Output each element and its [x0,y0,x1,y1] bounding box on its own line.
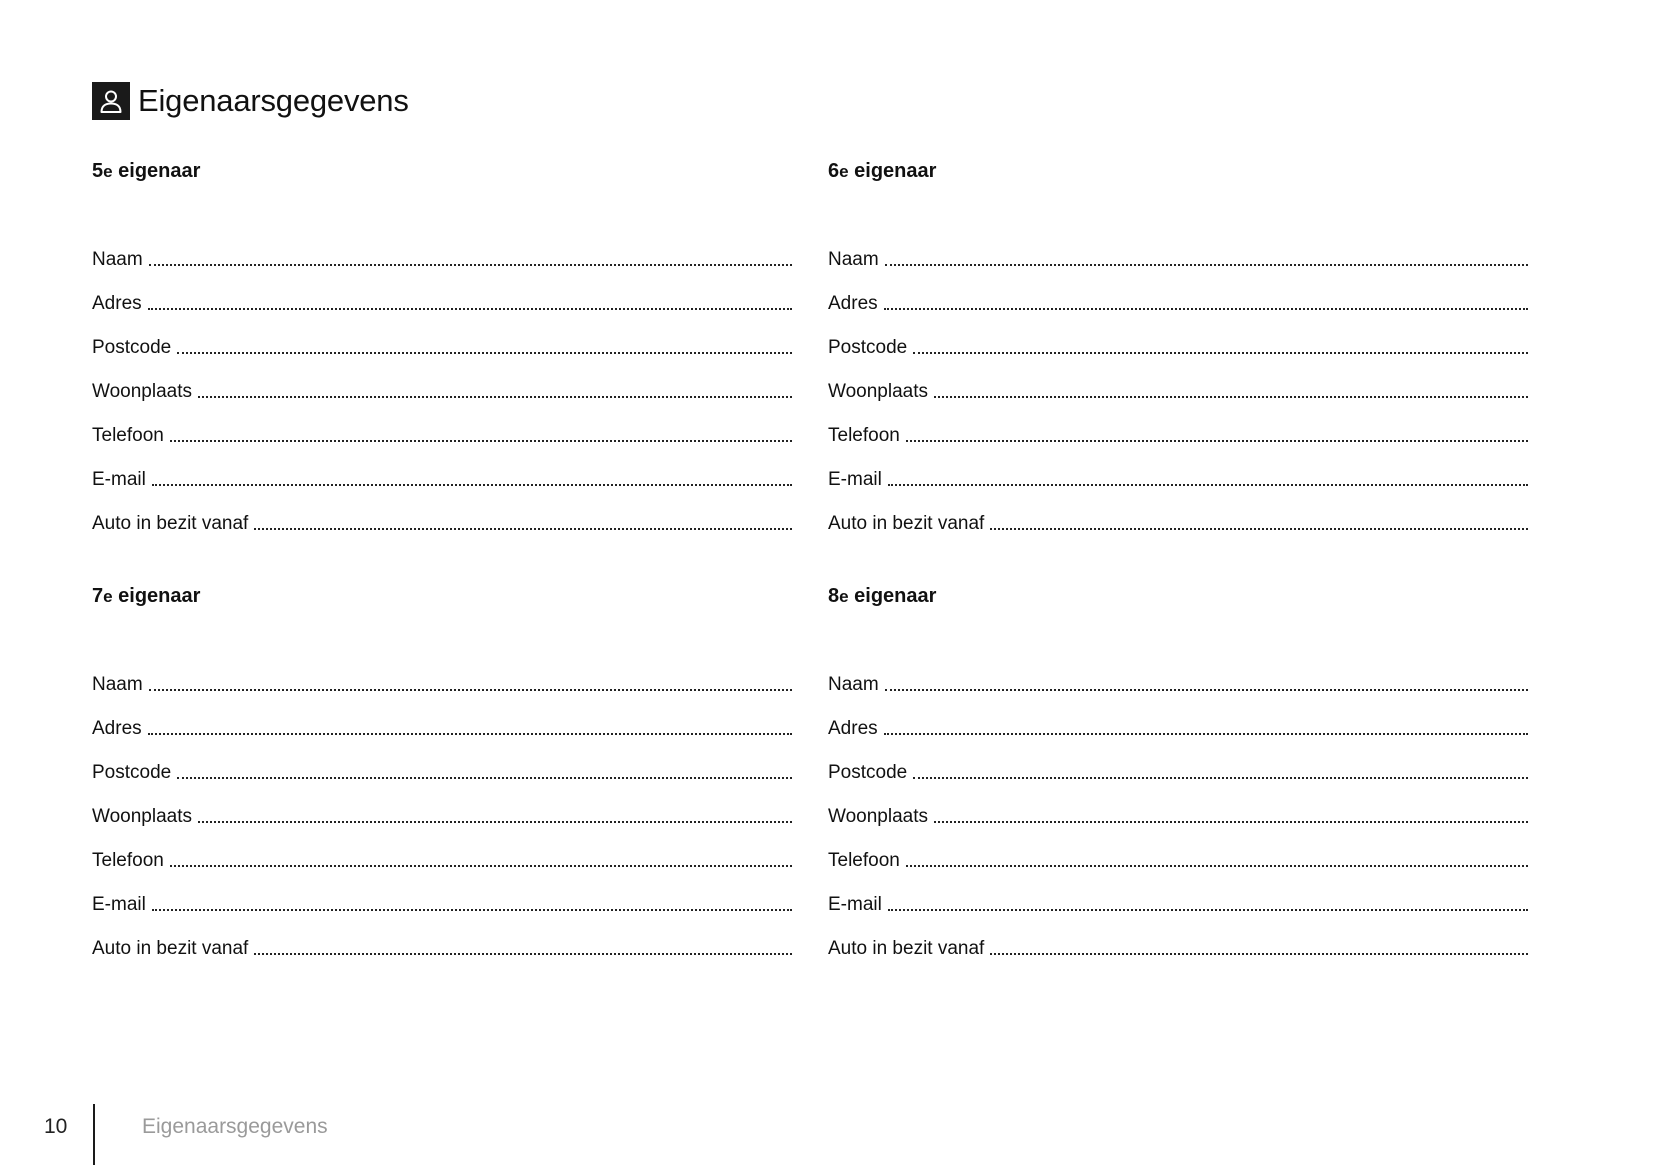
field-label: Auto in bezit vanaf [828,938,985,959]
field-label: Auto in bezit vanaf [92,513,249,534]
field-auto-in-bezit-vanaf[interactable] [92,916,792,960]
field-woonplaats[interactable] [92,359,792,403]
field-list [92,227,792,535]
field-postcode[interactable] [92,740,792,784]
page-number: 10 [44,1115,68,1138]
field-adres[interactable] [92,696,792,740]
field-label: Postcode [92,337,172,358]
field-woonplaats[interactable] [828,784,1528,828]
field-naam[interactable] [92,652,792,696]
dotted-line [254,953,792,955]
field-label: Woonplaats [828,381,928,402]
dotted-line [152,484,792,486]
dotted-line [198,396,792,398]
field-adres[interactable] [92,271,792,315]
field-label: E-mail [92,469,146,490]
field-label: Adres [92,718,142,739]
dotted-line [906,865,1528,867]
field-email[interactable] [92,872,792,916]
field-label: Telefoon [92,425,164,446]
field-woonplaats[interactable] [92,784,792,828]
field-auto-in-bezit-vanaf[interactable] [828,916,1528,960]
field-woonplaats[interactable] [828,359,1528,403]
dotted-line [148,308,792,310]
footer-divider [93,1104,95,1165]
dotted-line [198,821,792,823]
dotted-line [934,396,1528,398]
field-label: Woonplaats [92,806,192,827]
dotted-line [170,440,792,442]
owner-section-7 [92,582,792,960]
field-label: Postcode [92,762,172,783]
dotted-line [913,777,1528,779]
field-telefoon[interactable] [92,403,792,447]
field-telefoon[interactable] [92,828,792,872]
field-list [828,652,1528,960]
field-postcode[interactable] [92,315,792,359]
field-label: Telefoon [828,850,900,871]
field-label: Naam [92,249,143,270]
field-email[interactable] [92,447,792,491]
field-auto-in-bezit-vanaf[interactable] [92,491,792,535]
field-email[interactable] [828,872,1528,916]
section-title: 7e eigenaar [92,585,201,607]
field-label: E-mail [828,894,882,915]
dotted-line [170,865,792,867]
dotted-line [888,909,1528,911]
section-title: 8e eigenaar [828,585,937,607]
owner-section-8 [828,582,1528,960]
field-label: Naam [828,674,879,695]
owner-section-5 [92,157,792,535]
dotted-line [934,821,1528,823]
dotted-line [884,308,1528,310]
dotted-line [177,352,792,354]
field-auto-in-bezit-vanaf[interactable] [828,491,1528,535]
field-label: Adres [92,293,142,314]
dotted-line [990,953,1528,955]
dotted-line [148,733,792,735]
field-naam[interactable] [92,227,792,271]
footer-section-title: Eigenaarsgegevens [142,1115,328,1138]
field-list [92,652,792,960]
dotted-line [888,484,1528,486]
field-label: Auto in bezit vanaf [828,513,985,534]
field-label: Telefoon [828,425,900,446]
field-label: Woonplaats [828,806,928,827]
field-email[interactable] [828,447,1528,491]
field-postcode[interactable] [828,740,1528,784]
field-label: Auto in bezit vanaf [92,938,249,959]
field-telefoon[interactable] [828,403,1528,447]
field-label: E-mail [92,894,146,915]
field-label: Woonplaats [92,381,192,402]
field-label: Naam [828,249,879,270]
field-list [828,227,1528,535]
dotted-line [254,528,792,530]
dotted-line [990,528,1528,530]
field-naam[interactable] [828,227,1528,271]
section-title: 5e eigenaar [92,160,201,182]
field-label: Postcode [828,762,908,783]
owner-section-6 [828,157,1528,535]
field-label: Postcode [828,337,908,358]
field-label: Telefoon [92,850,164,871]
field-label: Adres [828,718,878,739]
dotted-line [906,440,1528,442]
page-header [92,82,409,120]
dotted-line [885,689,1528,691]
dotted-line [884,733,1528,735]
section-title: 6e eigenaar [828,160,937,182]
page-title: Eigenaarsgegevens [138,83,409,118]
field-telefoon[interactable] [828,828,1528,872]
person-icon [92,82,130,120]
dotted-line [885,264,1528,266]
field-adres[interactable] [828,271,1528,315]
field-label: Adres [828,293,878,314]
field-adres[interactable] [828,696,1528,740]
dotted-line [152,909,792,911]
dotted-line [913,352,1528,354]
dotted-line [177,777,792,779]
field-postcode[interactable] [828,315,1528,359]
field-label: Naam [92,674,143,695]
dotted-line [149,264,792,266]
field-naam[interactable] [828,652,1528,696]
field-label: E-mail [828,469,882,490]
dotted-line [149,689,792,691]
